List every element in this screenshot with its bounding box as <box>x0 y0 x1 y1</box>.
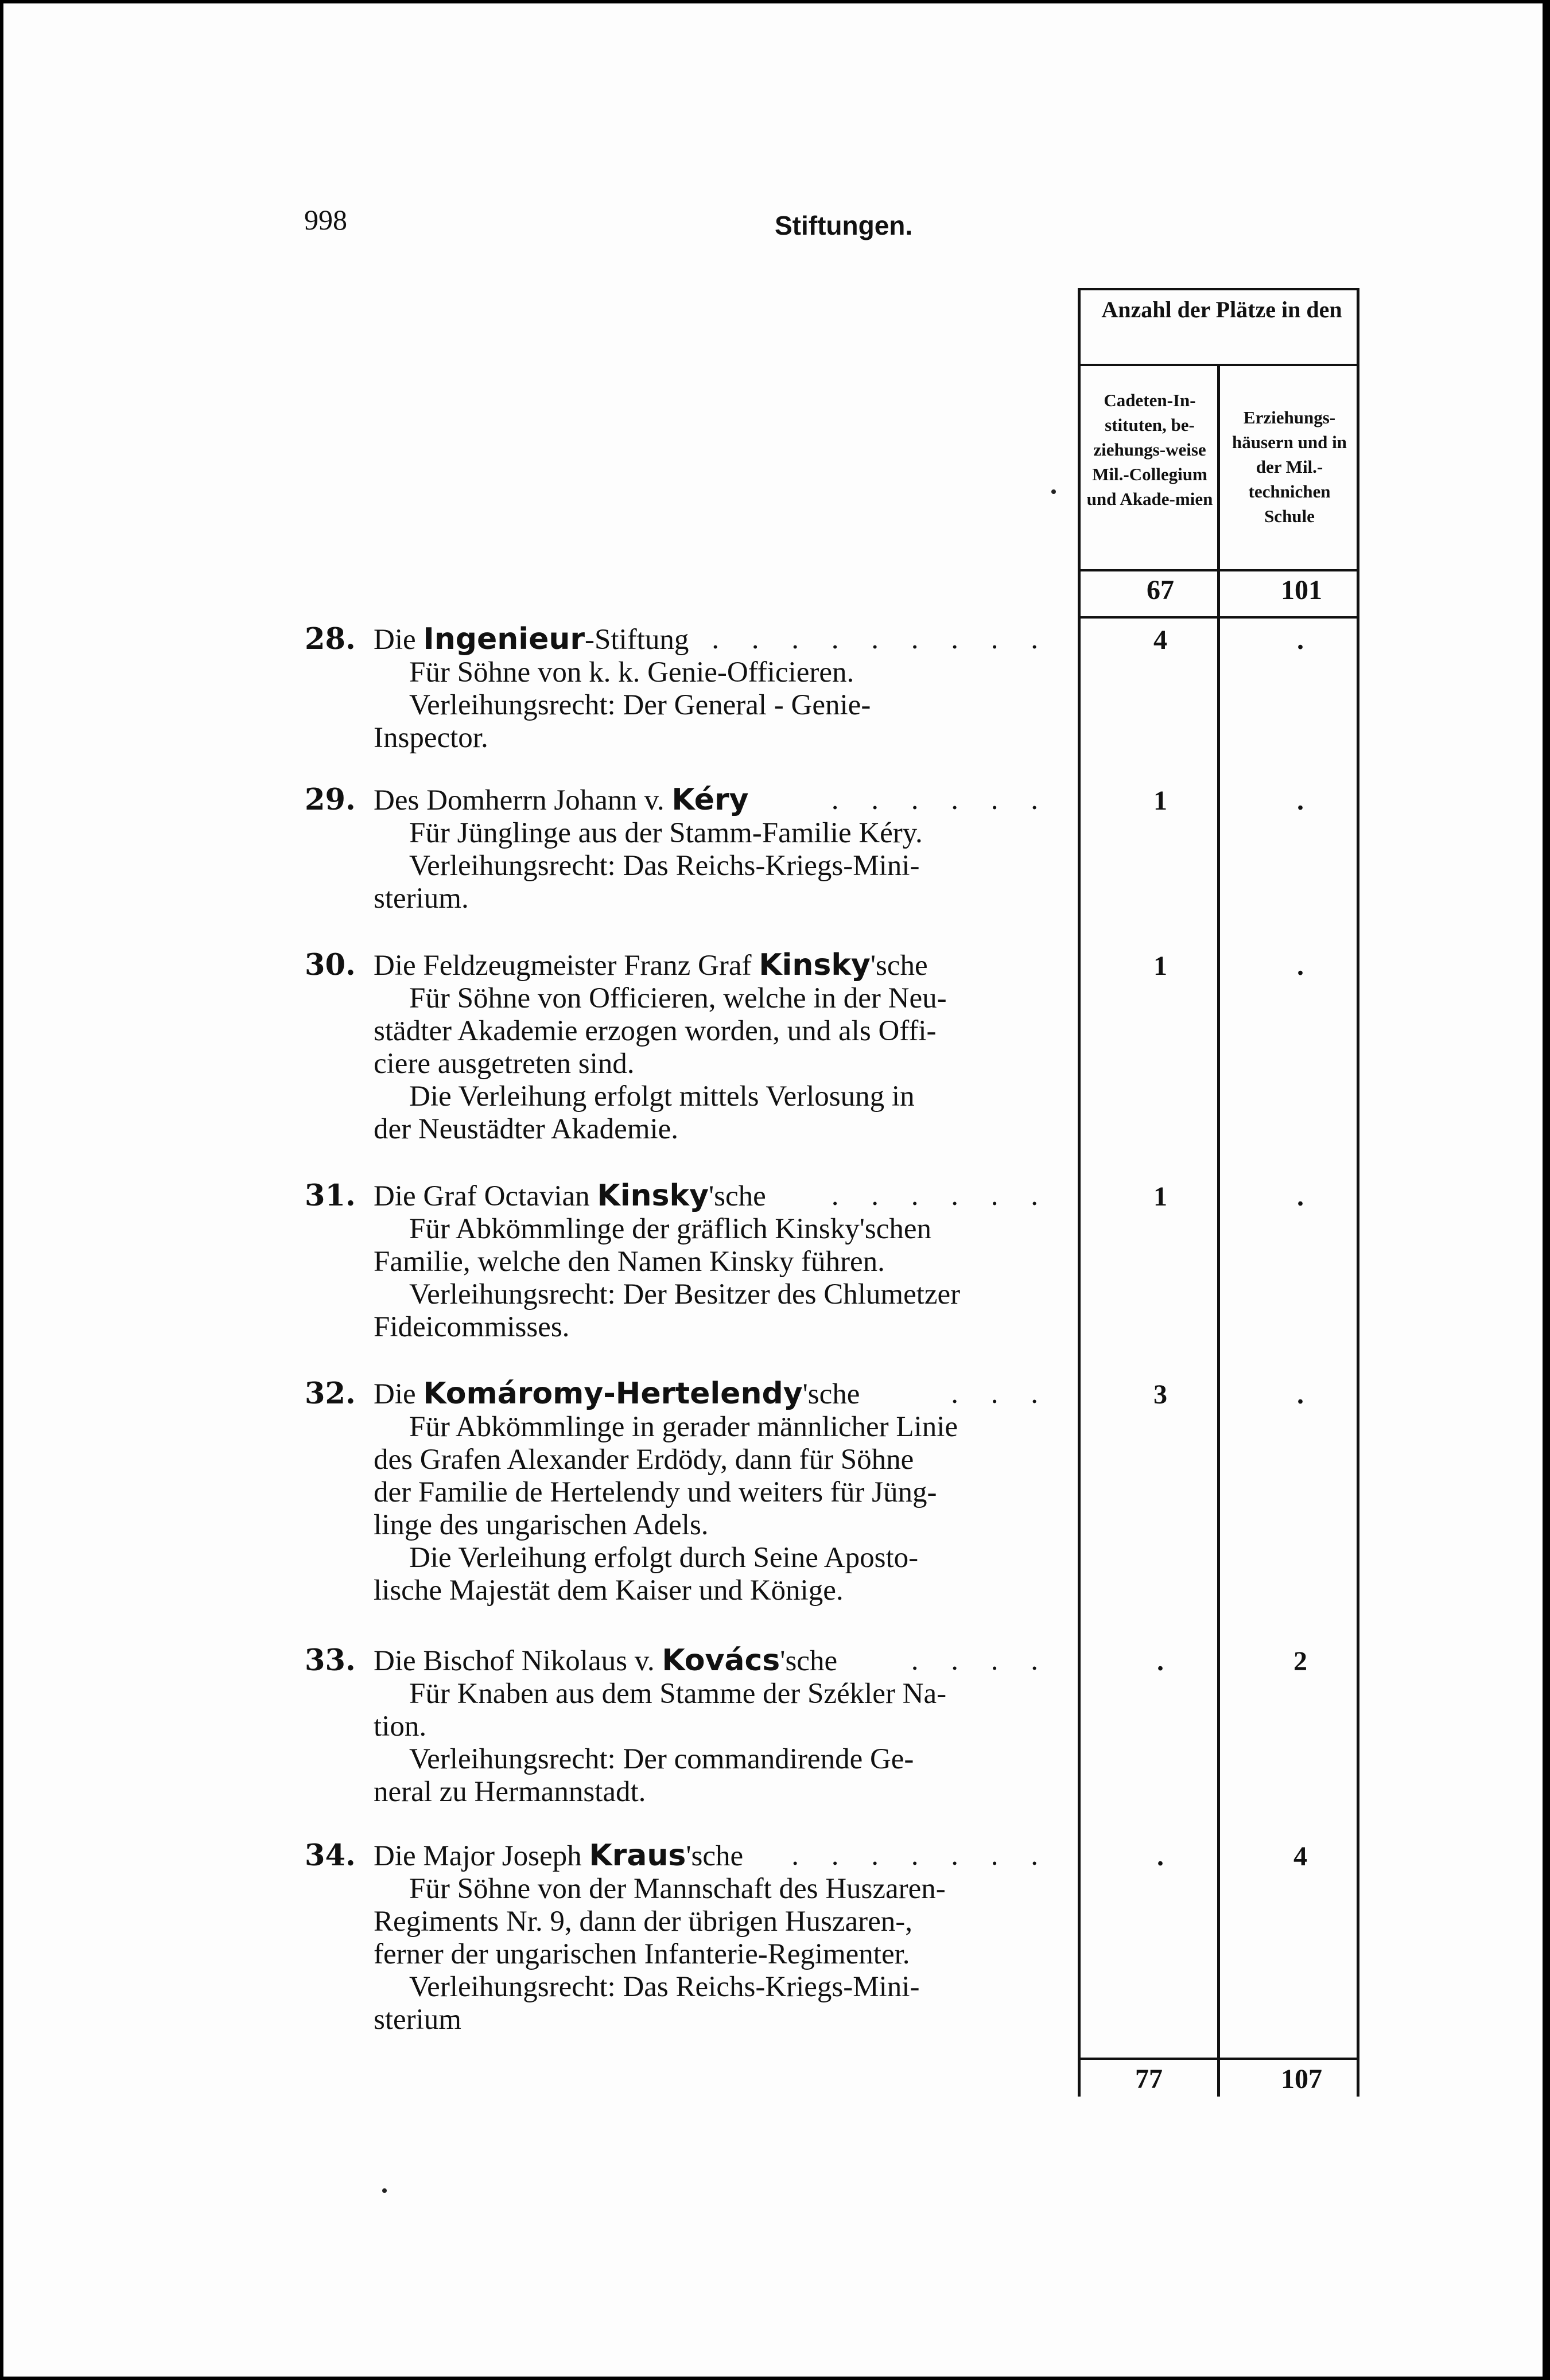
table-rule-right <box>1357 288 1359 2097</box>
entry-text-line: sterium. <box>374 882 469 915</box>
entry-text-line: Verleihungsrecht: Das Reichs-Kriegs-Mini- <box>409 1971 920 2003</box>
entry-heading <box>374 949 1062 982</box>
entry-number: 33. <box>305 1643 356 1678</box>
entry-count-col1: 4 <box>1153 625 1167 655</box>
entry-text-line: Verleihungsrecht: Der General - Genie- <box>409 689 871 721</box>
entry-number: 30. <box>305 948 356 982</box>
entry-count-col2: . <box>1297 951 1304 981</box>
entry-text-line: Für Söhne von k. k. Genie-Officieren. <box>409 656 854 689</box>
entry-suffix: 'sche <box>870 950 928 982</box>
entry-prefix: Die <box>374 624 424 656</box>
entry-text-line: Familie, welche den Namen Kinsky führen. <box>374 1246 885 1278</box>
entry-text-line: Fideicommisses. <box>374 1311 570 1343</box>
table-rule-middle <box>1217 366 1220 2097</box>
entry-count-col2: 4 <box>1293 1841 1307 1872</box>
entry-heading <box>374 784 1062 817</box>
entry-number: 34. <box>305 1838 356 1873</box>
entry <box>305 622 1062 755</box>
entry-prefix: Die Feldzeugmeister Franz Graf <box>374 950 759 982</box>
entry-text-line: ferner der ungarischen Infanterie-Regimenter. <box>374 1938 910 1970</box>
entry-text-line: linge des ungarischen Adels. <box>374 1509 709 1541</box>
leader-dots: . . . <box>951 1378 1051 1410</box>
entry-text-line: tion. <box>374 1710 427 1743</box>
entry-text-line: Die Verleihung erfolgt mittels Verlosung in <box>409 1080 915 1113</box>
entry-name: Kovács <box>662 1643 780 1678</box>
entry-suffix: 'sche <box>780 1645 838 1677</box>
entry-name: Kinsky <box>759 948 871 982</box>
entry-text-line: Verleihungsrecht: Das Reichs-Kriegs-Mini- <box>409 850 920 882</box>
entry <box>305 948 1062 1146</box>
page-title: Stiftungen. <box>775 211 913 240</box>
entry-text-line: Für Söhne von der Mannschaft des Huszaren- <box>409 1873 946 1905</box>
entry-count-col1: 1 <box>1153 1181 1167 1212</box>
table-rule-header-split <box>1078 364 1359 366</box>
entry-count-col2: . <box>1297 1181 1304 1212</box>
entry-suffix: -Stiftung <box>585 624 689 656</box>
entry-name: Ingenieur <box>423 622 585 656</box>
entry-text-line: Verleihungsrecht: Der Besitzer des Chlumetzer <box>409 1278 961 1310</box>
entry-text-line: Für Jünglinge aus der Stamm-Familie Kéry. <box>409 817 923 849</box>
scan-speck <box>382 2188 387 2193</box>
entry-count-col1: . <box>1157 1646 1164 1677</box>
total-col2: 107 <box>1281 2064 1322 2094</box>
entry-text-line: der Familie de Hertelendy und weiters für Jüng- <box>374 1476 937 1508</box>
entry-name: Kraus <box>589 1838 686 1873</box>
table-header-col1: Cadeten-In-stituten, be-ziehungs-weise Mil.-Collegium und Akade-mien <box>1086 390 1213 509</box>
entry-text-line: Für Abkömmlinge der gräflich Kinsky'schen <box>409 1213 932 1245</box>
entry-prefix: Des Domherrn Johann v. <box>374 784 672 816</box>
leader-dots: . . . . . . <box>831 1180 1051 1212</box>
leader-dots: . . . . . . . <box>791 1840 1051 1872</box>
entry-count-col2: . <box>1297 1379 1304 1410</box>
entry-count-col2: . <box>1297 785 1304 816</box>
entry-number: 32. <box>305 1376 356 1411</box>
entry-text-line: Inspector. <box>374 722 488 754</box>
entry-text-line: Regiments Nr. 9, dann der übrigen Huszaren-, <box>374 1905 912 1938</box>
carry-col2: 101 <box>1281 575 1322 605</box>
entry-text-line: Die Verleihung erfolgt durch Seine Aposto- <box>409 1542 919 1574</box>
table-header-main: Anzahl der Plätze in den <box>1101 297 1342 322</box>
entry-text-line: Verleihungsrecht: Der commandirende Ge- <box>409 1743 914 1775</box>
entry-text-line: städter Akademie erzogen worden, und als Offi- <box>374 1015 937 1047</box>
entry-count-col1: 3 <box>1153 1379 1167 1410</box>
leader-dots: . . . . . . . . . <box>712 623 1051 655</box>
entry-heading <box>374 1644 1062 1678</box>
entry-text-line: neral zu Hermannstadt. <box>374 1776 646 1808</box>
leader-dots: . . . . <box>911 1644 1051 1677</box>
entry-text-line: Für Abkömmlinge in gerader männlicher Linie <box>409 1411 958 1443</box>
entry-count-col2: . <box>1297 625 1304 655</box>
entry-text-line: sterium <box>374 2004 461 2036</box>
entry-text-line: der Neustädter Akademie. <box>374 1113 679 1145</box>
entry-heading <box>374 1180 1062 1213</box>
entry-prefix: Die Major Joseph <box>374 1840 589 1872</box>
table-header-col2: Erziehungs-häusern und in der Mil.-technichen Schule <box>1232 407 1347 526</box>
entry-text-line: Für Söhne von Officieren, welche in der Neu- <box>409 982 947 1014</box>
table-rule-top <box>1078 288 1359 290</box>
entry-suffix: 'sche <box>686 1840 744 1872</box>
table-rule-total-top <box>1078 2058 1359 2060</box>
entry-text-line: ciere ausgetreten sind. <box>374 1048 635 1080</box>
entry-heading <box>374 1378 1062 1411</box>
entry <box>305 783 1062 915</box>
entry-name: Kéry <box>671 783 749 817</box>
page-number: 998 <box>304 204 347 236</box>
entry-text-line: lische Majestät dem Kaiser und Könige. <box>374 1574 844 1607</box>
table-rule-header-bottom <box>1078 569 1359 571</box>
entry <box>305 1838 1062 2036</box>
entry-suffix: 'sche <box>708 1180 766 1212</box>
total-col1: 77 <box>1135 2064 1163 2094</box>
entry-number: 29. <box>305 783 356 817</box>
entry-count-col1: 1 <box>1153 951 1167 981</box>
entry-number: 31. <box>305 1179 356 1213</box>
table-rule-left <box>1078 288 1081 2097</box>
table-rule-carry-bottom <box>1078 616 1359 619</box>
leader-dots: . . . . . . <box>831 784 1051 816</box>
entry-count-col1: . <box>1157 1841 1164 1872</box>
entry-text-line: Für Knaben aus dem Stamme der Székler Na- <box>409 1678 947 1710</box>
entry-suffix: 'sche <box>802 1378 860 1410</box>
carry-col1: 67 <box>1147 575 1174 605</box>
entry-count-col1: 1 <box>1153 785 1167 816</box>
entry-prefix: Die <box>374 1378 424 1410</box>
entry-number: 28. <box>305 622 356 656</box>
entry-count-col2: 2 <box>1293 1646 1307 1677</box>
entry-name: Komáromy-Hertelendy <box>423 1376 803 1411</box>
scan-speck <box>1051 489 1056 494</box>
entry-name: Kinsky <box>597 1179 709 1213</box>
entry <box>305 1179 1062 1344</box>
scanned-page <box>3 3 1543 2377</box>
entry <box>305 1643 1062 1809</box>
entry <box>305 1376 1062 1607</box>
entry-heading <box>374 1840 1062 1873</box>
entry-prefix: Die Bischof Nikolaus v. <box>374 1645 662 1677</box>
entry-heading <box>374 623 1062 656</box>
entry-prefix: Die Graf Octavian <box>374 1180 597 1212</box>
entry-text-line: des Grafen Alexander Erdödy, dann für Söhne <box>374 1444 914 1476</box>
